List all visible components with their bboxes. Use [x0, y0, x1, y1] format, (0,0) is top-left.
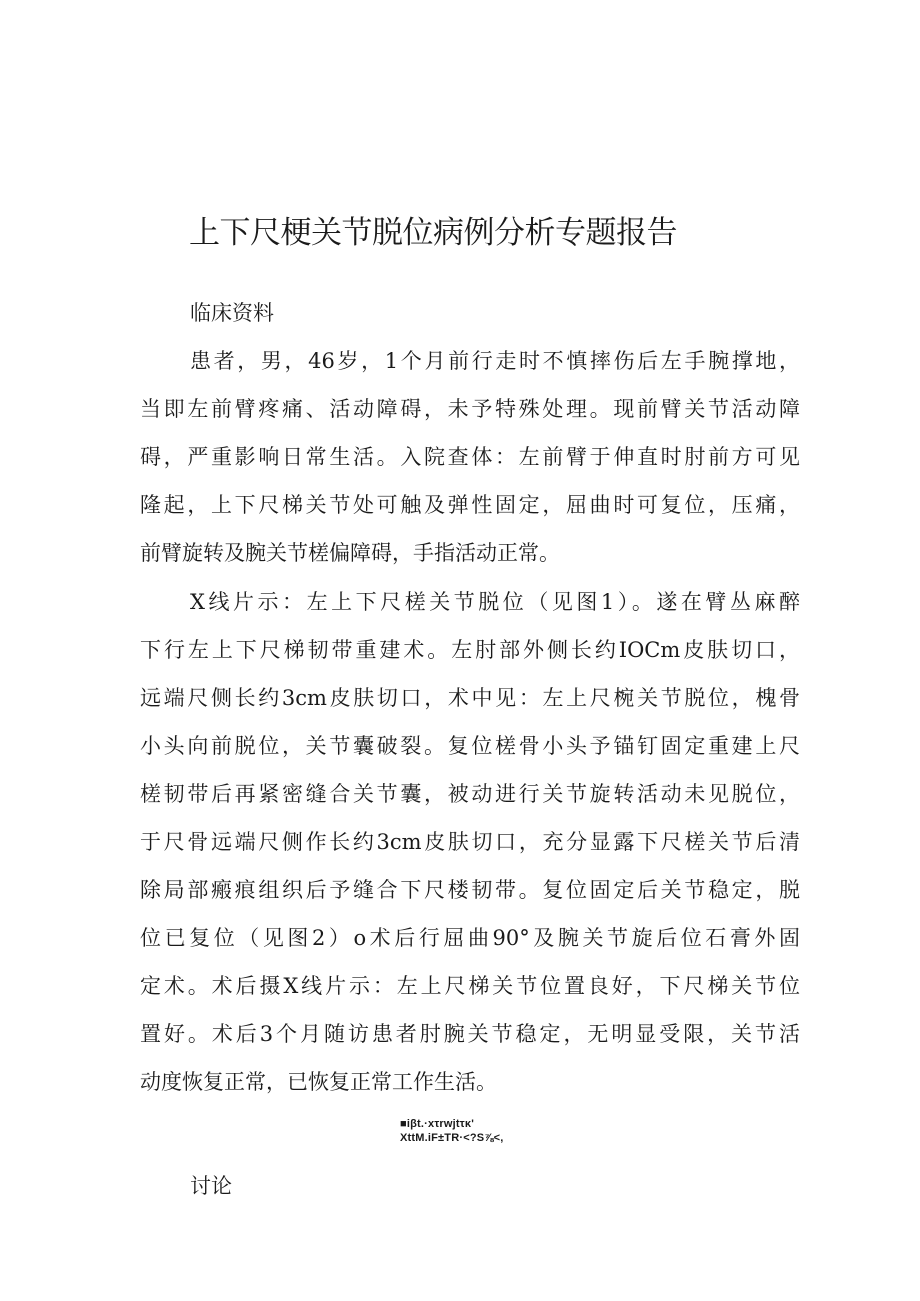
section-heading-discussion: 讨论: [190, 1174, 232, 1198]
paragraph-line: 远端尺侧长约3cm皮肤切口，术中见：左上尺椀关节脱位，槐骨: [140, 686, 800, 710]
figure-caption-line: ■iβt.·xτrwjtτκ': [400, 1118, 475, 1130]
paragraph-line: 置好。术后3个月随访患者肘腕关节稳定，无明显受限，关节活: [140, 1022, 800, 1046]
paragraph-line: X线片示：左上下尺槎关节脱位（见图1）。遂在臂丛麻醉: [190, 590, 800, 614]
paragraph-line: 位已复位（见图2）o术后行屈曲90°及腕关节旋后位石膏外固: [140, 926, 800, 950]
paragraph-line: 隆起，上下尺梯关节处可触及弹性固定，屈曲时可复位，压痛，: [140, 493, 800, 517]
paragraph-line: 小头向前脱位，关节囊破裂。复位槎骨小头予锚钉固定重建上尺: [140, 734, 800, 758]
paragraph-line: 动度恢复正常，已恢复正常工作生活。: [140, 1070, 497, 1094]
paragraph-line: 患者，男，46岁，1个月前行走时不慎摔伤后左手腕撑地，: [190, 349, 800, 373]
paragraph-line: 定术。术后摄X线片示：左上尺梯关节位置良好，下尺梯关节位: [140, 974, 800, 998]
figure-caption-line: XttM.iF±TR·<?S⅞<,: [400, 1132, 504, 1144]
paragraph-line: 当即左前臂疼痛、活动障碍，未予特殊处理。现前臂关节活动障: [140, 397, 800, 421]
paragraph-line: 前臂旋转及腕关节槎偏障碍，手指活动正常。: [140, 541, 560, 565]
paragraph-line: 下行左上下尺梯韧带重建术。左肘部外侧长约IOCm皮肤切口，: [140, 638, 800, 662]
section-heading-clinical: 临床资料: [190, 301, 274, 325]
paragraph-line: 除局部瘢痕组织后予缝合下尺楼韧带。复位固定后关节稳定，脱: [140, 878, 800, 902]
paragraph-line: 槎韧带后再紧密缝合关节囊，被动进行关节旋转活动未见脱位，: [140, 782, 800, 806]
paragraph-line: 于尺骨远端尺侧作长约3cm皮肤切口，充分显露下尺槎关节后清: [140, 830, 800, 854]
page-title: 上下尺梗关节脱位病例分析专题报告: [189, 215, 677, 251]
paragraph-line: 碍，严重影响日常生活。入院查体：左前臂于伸直时肘前方可见: [140, 445, 800, 469]
